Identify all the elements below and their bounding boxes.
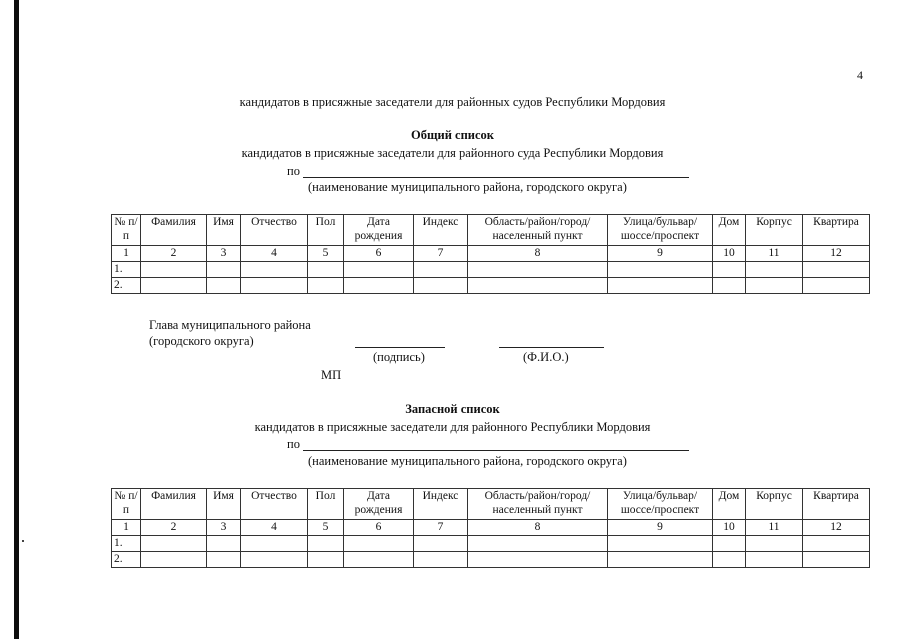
- page-number: 4: [857, 68, 863, 82]
- number-cell: 8: [468, 520, 608, 536]
- reserve-po-label: по: [287, 437, 300, 451]
- number-cell: 10: [713, 520, 746, 536]
- number-cell: 2: [141, 520, 207, 536]
- header-cell: Отчество: [241, 215, 308, 246]
- table-row: [112, 536, 870, 552]
- number-cell: 6: [344, 246, 414, 262]
- general-list-table: [111, 214, 870, 294]
- general-list-title: Общий список: [410, 128, 494, 142]
- number-cell: 5: [308, 520, 344, 536]
- header-cell: № п/п: [112, 489, 141, 520]
- seal-label: МП: [321, 368, 342, 382]
- header-cell: Дом: [713, 489, 746, 520]
- number-cell: 11: [746, 520, 803, 536]
- number-cell: 4: [241, 520, 308, 536]
- header-cell: Область/район/город/ населенный пункт: [468, 489, 608, 520]
- row-number-cell: 1.: [112, 536, 141, 552]
- table-row: [112, 552, 870, 568]
- head-title-line1: Глава муниципального района: [149, 318, 311, 332]
- signature-caption: (подпись): [373, 350, 425, 364]
- header-cell: Корпус: [746, 215, 803, 246]
- scan-speck: [22, 540, 24, 542]
- header-cell: Индекс: [414, 489, 468, 520]
- number-cell: 2: [141, 246, 207, 262]
- number-cell: 10: [713, 246, 746, 262]
- header-cell: Имя: [207, 215, 241, 246]
- general-po-label: по: [287, 164, 300, 178]
- general-list-subtitle: кандидатов в присяжные заседатели для районного суда Республики Мордовия: [241, 146, 664, 160]
- number-cell: 7: [414, 246, 468, 262]
- table-header-row: [112, 489, 870, 520]
- header-cell: № п/п: [112, 215, 141, 246]
- general-fill-line: [303, 177, 689, 178]
- number-cell: 4: [241, 246, 308, 262]
- header-cell: Пол: [308, 215, 344, 246]
- number-cell: 1: [112, 246, 141, 262]
- number-cell: 8: [468, 246, 608, 262]
- header-cell: Пол: [308, 489, 344, 520]
- fio-caption: (Ф.И.О.): [523, 350, 569, 364]
- number-cell: 9: [608, 246, 713, 262]
- number-cell: 3: [207, 246, 241, 262]
- reserve-list-subtitle: кандидатов в присяжные заседатели для районного Республики Мордовия: [254, 420, 651, 434]
- reserve-list-table: [111, 488, 870, 568]
- header-cell: Фамилия: [141, 489, 207, 520]
- header-cell: Улица/бульвар/ шоссе/проспект: [608, 215, 713, 246]
- header-cell: Квартира: [803, 215, 870, 246]
- header-cell: Дом: [713, 215, 746, 246]
- header-cell: Фамилия: [141, 215, 207, 246]
- document-subtitle: кандидатов в присяжные заседатели для районных судов Республики Мордовия: [239, 95, 666, 109]
- fio-line: [499, 347, 604, 348]
- number-cell: 5: [308, 246, 344, 262]
- number-cell: 12: [803, 246, 870, 262]
- row-number-cell: 2.: [112, 278, 141, 294]
- number-cell: 1: [112, 520, 141, 536]
- table-row: [112, 262, 870, 278]
- header-cell: Корпус: [746, 489, 803, 520]
- column-number-row: [112, 246, 870, 262]
- header-cell: Отчество: [241, 489, 308, 520]
- head-title-line2: (городского округа): [149, 334, 254, 348]
- header-cell: Индекс: [414, 215, 468, 246]
- header-cell: Имя: [207, 489, 241, 520]
- row-number-cell: 1.: [112, 262, 141, 278]
- header-cell: Область/район/город/ населенный пункт: [468, 215, 608, 246]
- header-cell: Дата рождения: [344, 489, 414, 520]
- signature-line: [355, 347, 445, 348]
- general-caption: (наименование муниципального района, городского округа): [308, 180, 627, 194]
- number-cell: 6: [344, 520, 414, 536]
- reserve-caption: (наименование муниципального района, городского округа): [308, 454, 627, 468]
- number-cell: 3: [207, 520, 241, 536]
- header-cell: Улица/бульвар/ шоссе/проспект: [608, 489, 713, 520]
- header-cell: Дата рождения: [344, 215, 414, 246]
- table-row: [112, 278, 870, 294]
- row-number-cell: 2.: [112, 552, 141, 568]
- number-cell: 7: [414, 520, 468, 536]
- number-cell: 11: [746, 246, 803, 262]
- table-header-row: [112, 215, 870, 246]
- reserve-list-title: Запасной список: [405, 402, 500, 416]
- reserve-fill-line: [303, 450, 689, 451]
- number-cell: 9: [608, 520, 713, 536]
- column-number-row: [112, 520, 870, 536]
- header-cell: Квартира: [803, 489, 870, 520]
- number-cell: 12: [803, 520, 870, 536]
